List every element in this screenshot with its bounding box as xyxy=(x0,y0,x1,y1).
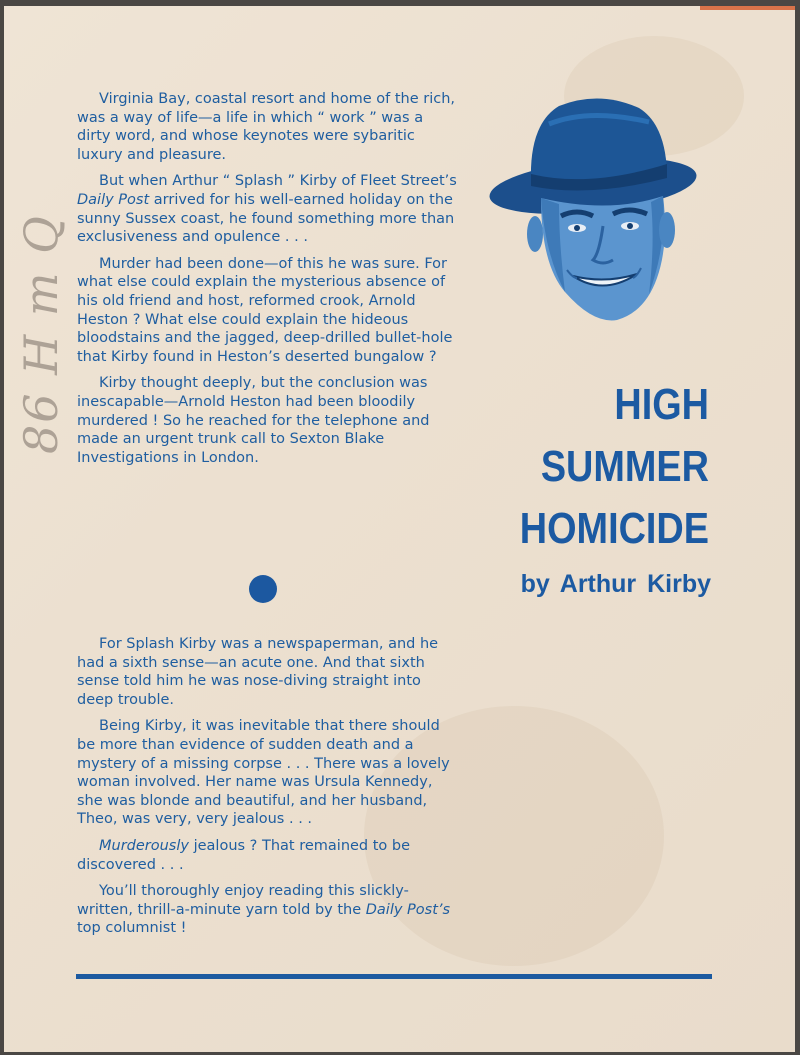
blurb-paragraph: Being Kirby, it was inevitable that there should be more than evidence of sudden death and a mystery of a missing corpse . . . There was a lovely woman involved. Her name was Ursula Kennedy, she was blonde and beautiful, and her husband, Theo, was very, very jealous . . . xyxy=(77,718,450,828)
blurb-paragraph xyxy=(77,837,457,874)
blurb-paragraph xyxy=(77,172,457,246)
title-line: HIGH xyxy=(614,380,709,429)
back-cover xyxy=(4,6,795,1052)
text-run: You’ll thoroughly enjoy reading this slickly-written, thrill-a-minute yarn told by the xyxy=(77,883,409,918)
text-run: jealous ? That remained to be discovered . . . xyxy=(77,837,411,873)
text-run-italic: Murderously xyxy=(99,837,189,854)
footer-rule xyxy=(76,974,712,979)
edge-stripe xyxy=(700,6,795,10)
author-byline: by Arthur Kirby xyxy=(520,570,711,598)
blurb-top xyxy=(77,90,457,475)
blurb-paragraph: For Splash Kirby was a newspaperman, and he had a sixth sense—an acute one. And that sixth sense told him he was nose-diving straight into deep trouble. xyxy=(77,636,439,708)
author-portrait xyxy=(489,94,711,330)
text-run: arrived for his well-earned holiday on the sunny Sussex coast, he found something more than exclusiveness and opulence . . . xyxy=(77,191,455,246)
book-title xyxy=(520,374,709,560)
bullet-dot-ornament xyxy=(249,575,277,603)
text-run: But when Arthur “ Splash ” Kirby of Fleet Street’s xyxy=(99,173,457,190)
blurb-paragraph: Virginia Bay, coastal resort and home of the rich, was a way of life—a life in which “ work ” was a dirty word, and whose keynotes were sybaritic luxury and pleasure. xyxy=(77,91,456,163)
title-line: SUMMER xyxy=(540,442,709,491)
pencil-annotation: 86 H m Q xyxy=(14,214,68,454)
title-line: HOMICIDE xyxy=(519,504,709,553)
blurb-bottom xyxy=(77,635,457,946)
blurb-paragraph xyxy=(77,882,457,938)
blurb-paragraph: Kirby thought deeply, but the conclusion was inescapable—Arnold Heston had been bloodily murdered ! So he reached for the telephone and made an urgent trunk call to Sexton Blake Investigations in London. xyxy=(77,375,430,466)
text-run: top columnist ! xyxy=(77,920,187,937)
newspaper-name: Daily Post’s xyxy=(365,901,451,918)
newspaper-name: Daily Post xyxy=(77,191,150,208)
blurb-paragraph: Murder had been done—of this he was sure. For what else could explain the mysterious absence of his old friend and host, reformed crook, Arnold Heston ? What else could explain the hideous bloodstains and the jagged, deep-drilled bullet-hole that Kirby found in Heston’s deserted bungalow ? xyxy=(77,255,453,365)
